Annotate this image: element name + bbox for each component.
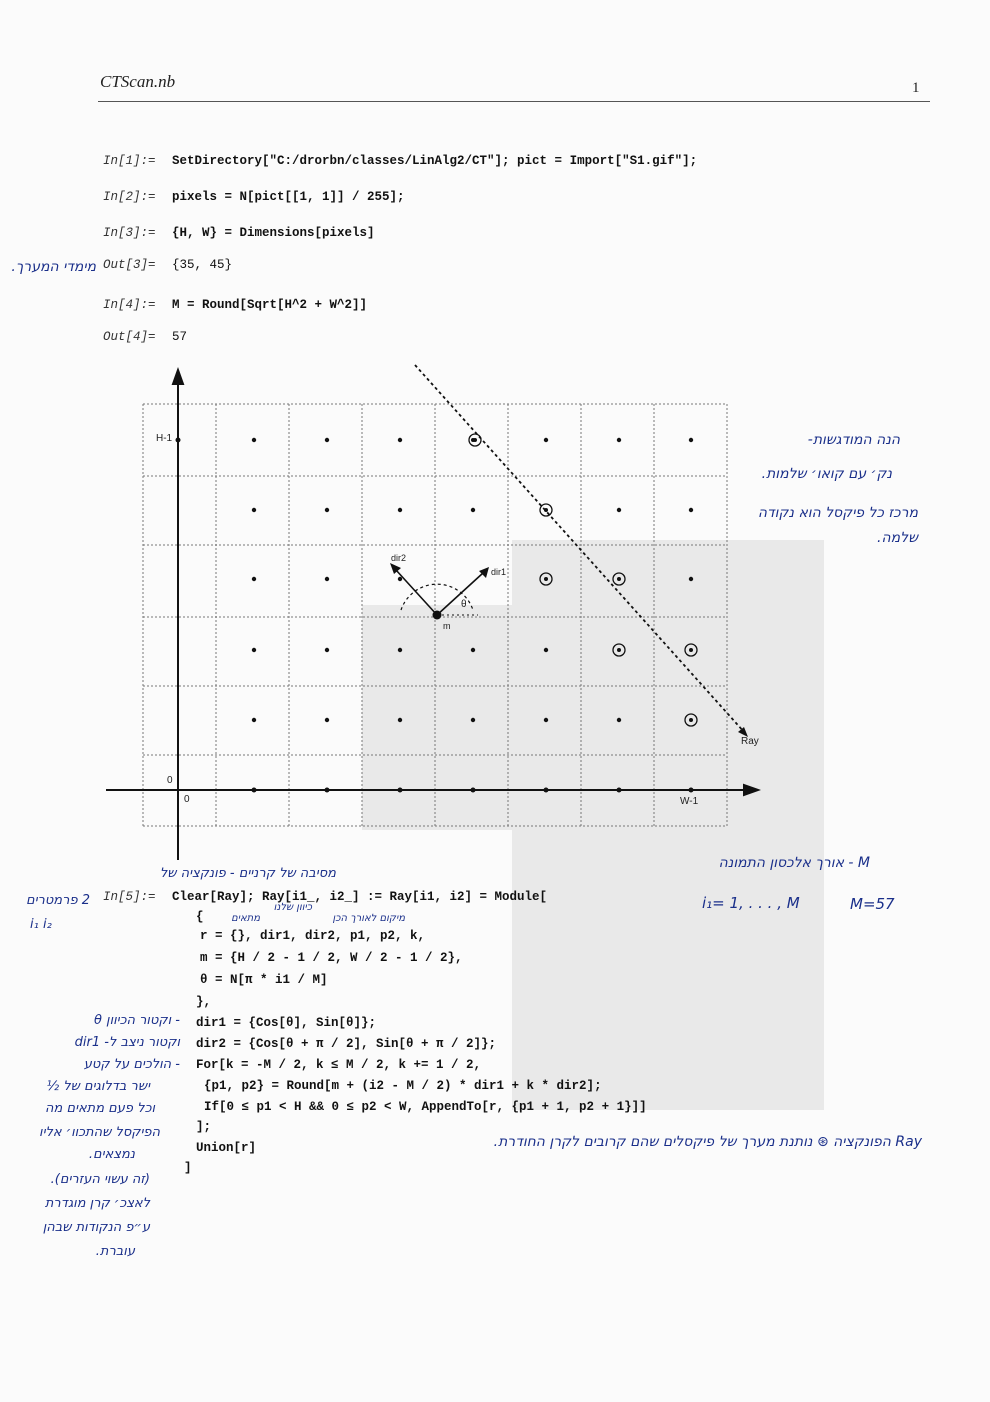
label-theta: θ: [461, 599, 467, 610]
note-grid-4: שלמה.: [877, 530, 918, 546]
note-side-4: ישר בדלוגים של ½: [46, 1079, 150, 1094]
cell-label-in1: In[1]:=: [103, 154, 156, 168]
cell-label-in5: In[5]:=: [103, 890, 156, 904]
cell-code-in3: {H, W} = Dimensions[pixels]: [172, 226, 375, 240]
cell-code-in1: SetDirectory["C:/drorbn/classes/LinAlg2/CT"]; pict = Import["S1.gif"];: [172, 154, 698, 168]
cell-label-out3: Out[3]=: [103, 258, 156, 272]
label-m: m: [443, 621, 451, 631]
cell-output-out4: 57: [172, 330, 188, 344]
code-line-5: θ = N[π * i1 / M]: [200, 973, 328, 987]
note-above-1: כיוון שלנו: [273, 902, 312, 913]
label-w-minus-1: W-1: [680, 796, 699, 807]
code-line-6: },: [196, 995, 212, 1009]
cell-label-out4: Out[4]=: [103, 330, 156, 344]
note-above-3: מתאים: [231, 913, 260, 924]
note-side-6: הפיקסל שהתכוו׳ אליו: [39, 1125, 160, 1140]
note-side-1: - וקטור הכיוון θ: [93, 1013, 180, 1028]
note-side-7: נמצאים.: [88, 1147, 135, 1162]
label-dir1: dir1: [491, 567, 507, 577]
code-line-1: Clear[Ray]; Ray[i1_, i2_] := Ray[i1, i2] = Module[: [172, 890, 548, 904]
code-line-12: ];: [196, 1120, 212, 1134]
note-side-9: לאצכ׳ קרן מוגדרת: [44, 1196, 150, 1211]
code-line-7: dir1 = {Cos[θ], Sin[θ]};: [196, 1016, 377, 1030]
label-dir2: dir2: [391, 553, 407, 563]
note-ray-function: Ray הפונקציה ⊛ נותנת מערך של פיקסלים שהם קרובים לקרן החודרת.: [493, 1134, 922, 1150]
note-side-3: - הולכים על קטע: [83, 1057, 180, 1072]
note-i-range: i₁= 1, . . . , M: [702, 894, 800, 912]
notebook-title: CTScan.nb: [100, 72, 176, 91]
note-side-2: וקטור ניצב ל- dir1: [74, 1035, 180, 1050]
code-line-8: dir2 = {Cos[θ + π / 2], Sin[θ + π / 2]};: [196, 1037, 497, 1051]
note-side-10: ע״פ הנקודות שבהן: [42, 1220, 150, 1235]
code-line-3: r = {}, dir1, dir2, p1, p2, k,: [200, 929, 426, 943]
cell-output-out3: {35, 45}: [172, 258, 233, 272]
note-left-2: 2 פרמטרים: [25, 893, 90, 908]
cell-label-in2: In[2]:=: [103, 190, 156, 204]
label-origin-x: 0: [184, 794, 190, 805]
code-line-9: For[k = -M / 2, k ≤ M / 2, k += 1 / 2,: [196, 1058, 482, 1072]
cell-label-in3: In[3]:=: [103, 226, 156, 240]
note-side-5: וכל פעם מתאים מה: [44, 1101, 155, 1116]
code-line-11: If[0 ≤ p1 < H && 0 ≤ p2 < W, AppendTo[r, {p1 + 1, p2 + 1}]]: [204, 1100, 647, 1114]
page-number: 1: [912, 80, 920, 96]
note-array-dims: מימדי המערך.: [11, 259, 96, 275]
note-side-8: (זה עשוי העזרים).: [50, 1172, 150, 1187]
cell-code-in2: pixels = N[pict[[1, 1]] / 255];: [172, 190, 405, 204]
note-side-11: עוברת.: [95, 1244, 135, 1259]
note-grid-1: הנה המודגשות-: [807, 432, 900, 448]
note-left-1: מסיבה של קרניים - פונקציה של: [159, 866, 336, 881]
code-line-4: m = {H / 2 - 1 / 2, W / 2 - 1 / 2},: [200, 951, 463, 965]
code-line-10: {p1, p2} = Round[m + (i2 - M / 2) * dir1 + k * dir2];: [204, 1079, 602, 1093]
note-above-2: מיקום לאורך הכן: [332, 913, 405, 924]
note-m-value: M=57: [850, 895, 895, 913]
code-line-14: ]: [184, 1161, 192, 1175]
cell-code-in4: M = Round[Sqrt[H^2 + W^2]]: [172, 298, 368, 312]
note-grid-3: מרכז כל פיקסל הוא נקודה: [757, 505, 918, 521]
label-origin-y: 0: [167, 775, 173, 786]
code-line-13: Union[r]: [196, 1141, 257, 1155]
cell-label-in4: In[4]:=: [103, 298, 156, 312]
code-line-2: {: [196, 910, 204, 924]
note-grid-2: נק׳ עם קואו׳ שלמות.: [761, 466, 892, 482]
label-h-minus-1: H-1: [156, 433, 173, 444]
note-left-3: i₁ i₂: [30, 917, 52, 932]
label-ray: Ray: [741, 736, 759, 747]
note-m-diagonal: M - אורך אלכסון התמונה: [718, 855, 870, 871]
